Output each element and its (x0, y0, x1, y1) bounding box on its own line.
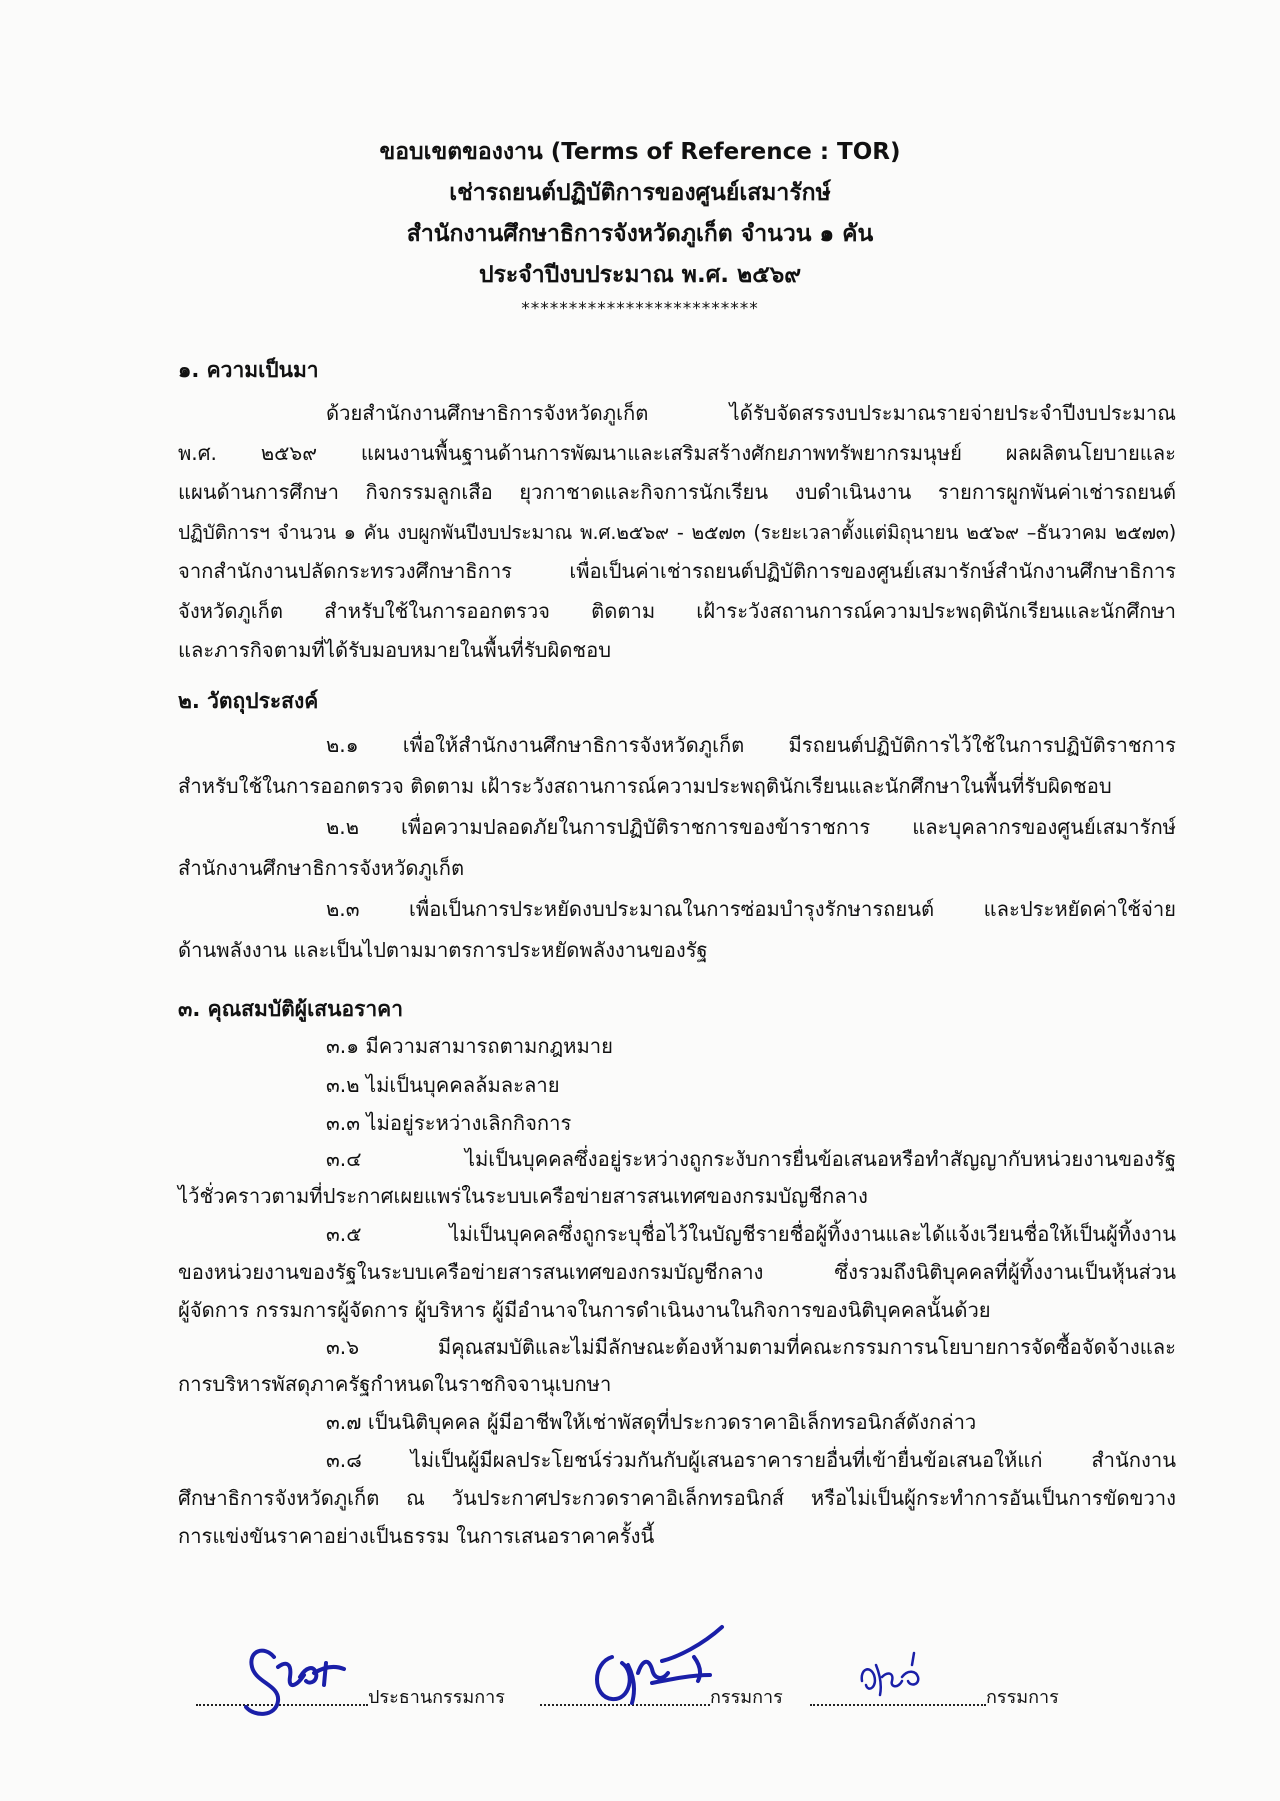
item-line: ผู้จัดการ กรรมการผู้จัดการ ผู้บริหาร ผู้มีอำนาจในการดำเนินงานในกิจการของนิติบุคคลนั้นด้วย (178, 1297, 991, 1322)
handwritten-signature-icon (234, 1637, 354, 1721)
signature-chairman (196, 1682, 505, 1711)
body-line: จังหวัดภูเก็ต สำหรับใช้ในการออกตรวจ ติดตาม เฝ้าระวังสถานการณ์ความประพฤตินักเรียนและนักศึกษา (178, 598, 1176, 623)
item-line: ๓.๕ ไม่เป็นบุคคลซึ่งถูกระบุชื่อไว้ในบัญชีรายชื่อผู้ทิ้งงานและได้แจ้งเวียนชื่อให้เป็นผู้ทิ้งงาน (326, 1221, 1176, 1246)
item-line: ๒.๑ เพื่อให้สำนักงานศึกษาธิการจังหวัดภูเก็ต มีรถยนต์ปฏิบัติการไว้ใช้ในการปฏิบัติราชการ (326, 732, 1176, 757)
section-heading: ๓. คุณสมบัติผู้เสนอราคา (178, 996, 403, 1021)
body-line: ด้วยสำนักงานศึกษาธิการจังหวัดภูเก็ต ได้รับจัดสรรงบประมาณรายจ่ายประจำปีงบประมาณ (326, 401, 1176, 425)
item-line: สำหรับใช้ในการออกตรวจ ติดตาม เฝ้าระวังสถานการณ์ความประพฤตินักเรียนและนักศึกษาในพื้นที่รับผิดชอบ (178, 773, 1112, 798)
signature-title: กรรมการ (986, 1687, 1059, 1708)
body-line: แผนด้านการศึกษา กิจกรรมลูกเสือ ยุวกาชาดและกิจการนักเรียน งบดำเนินงาน รายการผูกพันค่าเช่ารถยนต์ (178, 480, 1176, 504)
item-line: ๓.๗ เป็นนิติบุคคล ผู้มีอาชีพให้เช่าพัสดุที่ประกวดราคาอิเล็กทรอนิกส์ดังกล่าว (326, 1409, 977, 1434)
signature-title: กรรมการ (710, 1687, 783, 1708)
title-line-3: สำนักงานศึกษาธิการจังหวัดภูเก็ต จำนวน ๑ คัน (406, 221, 874, 247)
item-line: สำนักงานศึกษาธิการจังหวัดภูเก็ต (178, 855, 465, 880)
body-line: ปฏิบัติการฯ จำนวน ๑ คัน งบผูกพันปีงบประมาณ พ.ศ.๒๕๖๙ - ๒๕๗๓ (ระยะเวลาตั้งแต่มิถุนายน ๒๕๖๙ –ธันวาคม ๒๕๗๓) (178, 520, 1176, 544)
handwritten-signature-icon (852, 1647, 932, 1707)
document-title (0, 132, 1280, 320)
title-line-1: ขอบเขตของงาน (Terms of Reference : TOR) (379, 139, 901, 165)
item-line: ของหน่วยงานของรัฐในระบบเครือข่ายสารสนเทศของกรมบัญชีกลาง ซึ่งรวมถึงนิติบุคคลที่ผู้ทิ้งงานเป็นหุ้นส่วน (178, 1259, 1176, 1284)
item-line: ๓.๒ ไม่เป็นบุคคลล้มละลาย (326, 1072, 560, 1097)
section-heading: ๑. ความเป็นมา (178, 358, 319, 382)
item-line: ไว้ชั่วคราวตามที่ประกาศเผยแพร่ในระบบเครือข่ายสารสนเทศของกรมบัญชีกลาง (178, 1183, 868, 1208)
item-line: ด้านพลังงาน และเป็นไปตามมาตรการประหยัดพลังงานของรัฐ (178, 937, 708, 962)
item-line: ๓.๓ ไม่อยู่ระหว่างเลิกกิจการ (326, 1110, 572, 1135)
item-line: ๓.๑ มีความสามารถตามกฎหมาย (326, 1033, 613, 1058)
item-line: ๓.๖ มีคุณสมบัติและไม่มีลักษณะต้องห้ามตามที่คณะกรรมการนโยบายการจัดซื้อจัดจ้างและ (326, 1334, 1176, 1359)
section-1-body (178, 394, 1176, 671)
signature-title: ประธานกรรมการ (368, 1687, 505, 1708)
section-heading: ๒. วัตถุประสงค์ (178, 688, 319, 713)
item-line: ๓.๘ ไม่เป็นผู้มีผลประโยชน์ร่วมกันกับผู้เสนอราคารายอื่นที่เข้ายื่นข้อเสนอให้แก่ สำนักงาน (326, 1447, 1176, 1472)
title-line-2: เช่ารถยนต์ปฏิบัติการของศูนย์เสมารักษ์ (449, 180, 831, 206)
title-line-4: ประจำปีงบประมาณ พ.ศ. ๒๕๖๙ (478, 262, 802, 288)
item-line: ๒.๒ เพื่อความปลอดภัยในการปฏิบัติราชการของข้าราชการ และบุคลากรของศูนย์เสมารักษ์ (326, 814, 1176, 839)
signature-committee-1 (540, 1682, 783, 1711)
body-line: และภารกิจตามที่ได้รับมอบหมายในพื้นที่รับผิดชอบ (178, 638, 612, 662)
section-3-body (178, 1027, 1176, 1555)
item-line: ศึกษาธิการจังหวัดภูเก็ต ณ วันประกาศประกวดราคาอิเล็กทรอนิกส์ หรือไม่เป็นผู้กระทำการอันเป็นการขัดขวาง (178, 1485, 1176, 1510)
item-line: ๓.๔ ไม่เป็นบุคคลซึ่งอยู่ระหว่างถูกระงับการยื่นข้อเสนอหรือทำสัญญากับหน่วยงานของรัฐ (326, 1146, 1176, 1171)
body-line: พ.ศ. ๒๕๖๙ แผนงานพื้นฐานด้านการพัฒนาและเสริมสร้างศักยภาพทรัพยากรมนุษย์ ผลผลิตนโยบายและ (178, 440, 1176, 465)
signature-committee-2 (810, 1682, 1059, 1711)
document-body (178, 352, 1176, 1555)
item-line: การบริหารพัสดุภาครัฐกำหนดในราชกิจจานุเบกษา (178, 1371, 612, 1396)
item-line: การแข่งขันราคาอย่างเป็นธรรม ในการเสนอราคาครั้งนี้ (178, 1523, 655, 1548)
title-divider: ************************* (521, 299, 759, 319)
body-line: จากสำนักงานปลัดกระทรวงศึกษาธิการ เพื่อเป็นค่าเช่ารถยนต์ปฏิบัติการของศูนย์เสมารักษ์สำนักงานศึกษาธิการ (178, 559, 1176, 583)
handwritten-signature-icon (582, 1617, 732, 1717)
signature-row (0, 1615, 1280, 1725)
item-line: ๒.๓ เพื่อเป็นการประหยัดงบประมาณในการซ่อมบำรุงรักษารถยนต์ และประหยัดค่าใช้จ่าย (326, 896, 1176, 921)
section-2-body (178, 725, 1176, 971)
